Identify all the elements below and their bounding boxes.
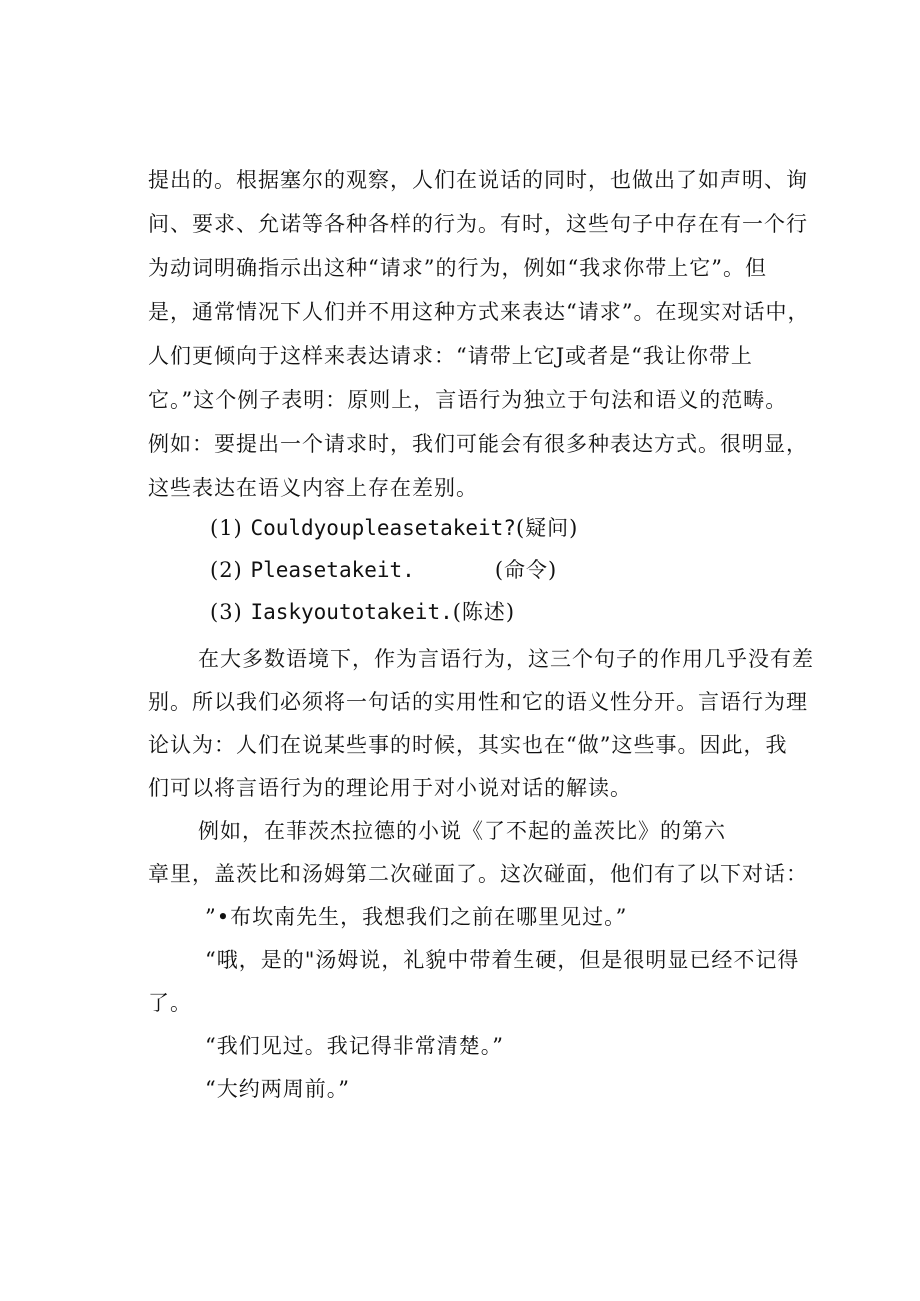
paragraph-line: 人们更倾向于这样来表达请求：“请带上它J或者是“我让你带上	[148, 344, 753, 368]
paragraph-line: 提出的。根据塞尔的观察，人们在说话的同时，也做出了如声明、询	[148, 168, 808, 192]
example-line	[210, 598, 515, 626]
paragraph-line: 例如，在菲茨杰拉德的小说《了不起的盖茨比》的第六	[198, 819, 726, 843]
paragraph-line: 例如：要提出一个请求时，我们可能会有很多种表达方式。很明显，	[148, 432, 808, 456]
example-number: (1)	[210, 516, 243, 540]
example-sentence: Couldyoupleasetakeit?	[250, 516, 516, 540]
dialogue-line: 了。	[148, 991, 192, 1015]
dialogue-line: ”•布坎南先生，我想我们之前在哪里见过。”	[205, 905, 628, 929]
example-number: (3)	[210, 600, 243, 624]
paragraph-line: 在大多数语境下，作为言语行为，这三个句子的作用几乎没有差	[198, 647, 814, 671]
paragraph-line: 是，通常情况下人们并不用这种方式来表达“请求”。在现实对话中，	[148, 300, 810, 324]
paragraph-line: 章里，盖茨比和汤姆第二次碰面了。这次碰面，他们有了以下对话：	[148, 862, 808, 886]
paragraph-line: 问、要求、允诺等各种各样的行为。有时，这些句子中存在有一个行	[148, 212, 808, 236]
paragraph-line: 它。”这个例子表明：原则上，言语行为独立于句法和语义的范畴。	[148, 388, 788, 412]
dialogue-line: “大约两周前。”	[205, 1077, 350, 1101]
paragraph-line: 为动词明确指示出这种“请求”的行为，例如“我求你带上它”。但	[148, 256, 767, 280]
example-type: (陈述)	[452, 600, 516, 624]
dialogue-line: “我们见过。我记得非常清楚。”	[205, 1034, 504, 1058]
example-number: (2)	[210, 558, 243, 582]
paragraph-line: 别。所以我们必须将一句话的实用性和它的语义性分开。言语行为理	[148, 690, 808, 714]
paragraph-line: 论认为：人们在说某些事的时候，其实也在“做”这些事。因此，我	[148, 733, 788, 757]
example-type: (疑问)	[515, 516, 579, 540]
example-type: (命令)	[494, 558, 558, 582]
dialogue-line: “哦，是的"汤姆说，礼貌中带着生硬，但是很明显已经不记得	[205, 948, 800, 972]
example-line	[210, 556, 557, 584]
example-line	[210, 514, 578, 542]
paragraph-line: 这些表达在语义内容上存在差别。	[148, 476, 478, 500]
example-sentence: Iaskyoutotakeit.	[250, 600, 453, 624]
example-sentence: Pleasetakeit.	[250, 558, 415, 582]
paragraph-line: 们可以将言语行为的理论用于对小说对话的解读。	[148, 776, 632, 800]
